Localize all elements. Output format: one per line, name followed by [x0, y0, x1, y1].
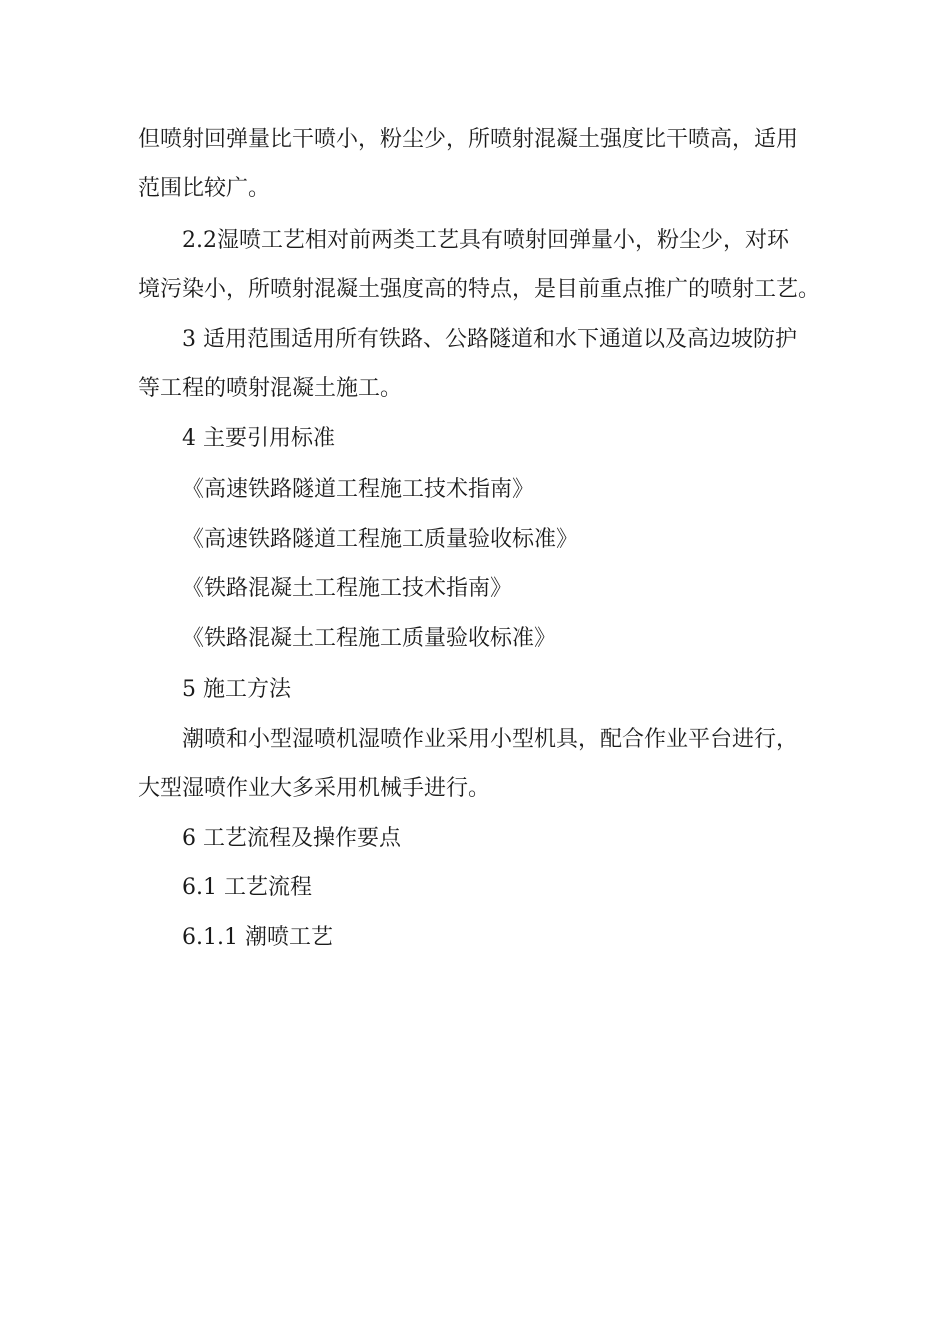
section-2-2-line-1: 2.2湿喷工艺相对前两类工艺具有喷射回弹量小，粉尘少，对环 [182, 228, 789, 253]
paragraph-line-wet-spray-continuation: 但喷射回弹量比干喷小，粉尘少，所喷射混凝土强度比干喷高，适用 [138, 127, 799, 152]
section-6-1-heading: 6.1 工艺流程 [182, 875, 312, 900]
section-5-line-1: 潮喷和小型湿喷机湿喷作业采用小型机具，配合作业平台进行， [182, 727, 799, 752]
section-5-heading: 5 施工方法 [182, 677, 291, 702]
reference-item-4: 《铁路混凝土工程施工质量验收标准》 [182, 626, 557, 651]
reference-item-2: 《高速铁路隧道工程施工质量验收标准》 [182, 527, 579, 552]
reference-item-1: 《高速铁路隧道工程施工技术指南》 [182, 477, 535, 502]
section-3-line-2: 等工程的喷射混凝土施工。 [138, 376, 403, 401]
section-3-line-1: 3 适用范围适用所有铁路、公路隧道和水下通道以及高边坡防护 [182, 327, 797, 352]
reference-item-3: 《铁路混凝土工程施工技术指南》 [182, 576, 513, 601]
section-2-2-line-2: 境污染小，所喷射混凝土强度高的特点，是目前重点推广的喷射工艺。 [138, 277, 821, 302]
section-5-line-2: 大型湿喷作业大多采用机械手进行。 [138, 776, 491, 801]
section-6-heading: 6 工艺流程及操作要点 [182, 826, 401, 851]
section-4-heading: 4 主要引用标准 [182, 426, 335, 451]
section-6-1-1-heading: 6.1.1 潮喷工艺 [182, 925, 333, 950]
paragraph-line-scope-broad: 范围比较广。 [138, 176, 271, 201]
